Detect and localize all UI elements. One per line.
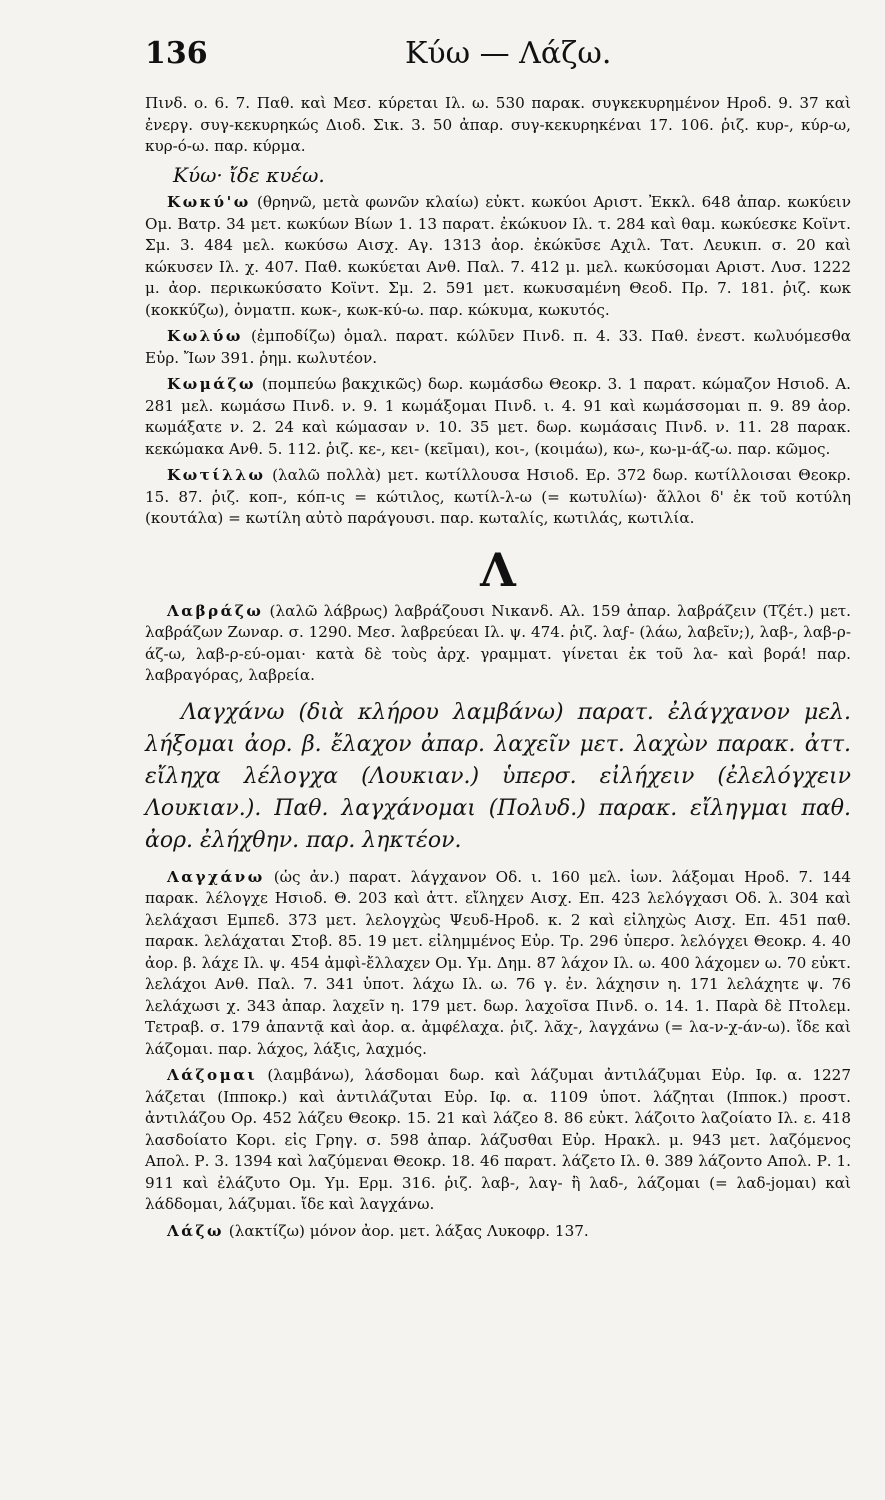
entry-text: (ἐμποδίζω) ὁμαλ. παρατ. κώλῡεν Πινδ. π. 4. 33. Παθ. ἐνεστ. κωλυόμεσθα Εὐρ. Ἴων 391. ῥημ. κωλυτέον. — [145, 327, 851, 367]
entry-text: (πομπεύω βακχικῶς) δωρ. κωμάσδω Θεοκρ. 3. 1 παρατ. κώμαζον Ησιοδ. Α. 281 μελ. κωμάσω Πινδ. ν. 9. 1 κωμάξομαι Πινδ. ι. 4. 91 καὶ κωμάσσομαι π. 9. 89 ἀορ. κωμάξατε ν. 2. 24 καὶ κώμασαν ν. 10. 35 μετ. δωρ. κωμάσαις Πινδ. ν. 11. 28 παρακ. κεκώμακα Ανθ. 5. 112. ῥιζ. κε-, κει- (κεῖμαι), κοι-, (κοιμάω), κω-, κω-μ-άζ-ω. παρ. κῶμος. — [145, 375, 851, 458]
headword: Κωμάζω — [167, 375, 256, 393]
entry-lagchano — [145, 867, 851, 1061]
headword: Λαγχάνω — [167, 867, 265, 886]
headword: Λάζω — [167, 1221, 224, 1240]
handwritten-note: Λαγχάνω (διὰ κλήρου λαμβάνω) παρατ. ἐλάγχανον μελ. λήξομαι ἀορ. β. ἔλαχον ἀπαρ. λαχεῖν μετ. λαχὼν παρακ. ἀττ. εἴληχα λέλογχα (Λουκιαν.) ὑπερσ. εἰλήχειν (ἐλελόγχειν Λουκιαν.). Παθ. λαγχάνομαι (Πολυδ.) παρακ. εἴληγμαι παθ. ἀορ. ἐλήχθην. παρ. ληκτέον. — [145, 699, 851, 853]
entry-text: (θρηνῶ, μετὰ φωνῶν κλαίω) εὐκτ. κωκύοι Αριστ. Ἐκκλ. 648 ἀπαρ. κωκύειν Ομ. Βατρ. 34 μετ. κωκύων Βίων 1. 13 παρατ. ἐκώκυον Ιλ. τ. 284 καὶ θαμ. κωκύεσκε Κοϊντ. Σμ. 3. 484 μελ. κωκύσω Αισχ. Αγ. 1313 ἀορ. ἐκώκῡσε Αχιλ. Τατ. Λευκιπ. σ. 20 καὶ κώκυσεν Ιλ. χ. 407. Παθ. κωκύεται Ανθ. Παλ. 7. 412 μ. μελ. κωκύσομαι Αριστ. Λυσ. 1222 μ. ἀορ. περικωκύσατο Κοϊντ. Σμ. 2. 591 μετ. κωκυσαμένη Θεοδ. Πρ. 7. 181. ῥιζ. κωκ (κοκκύζω), ὀνματπ. κωκ-, κωκ-κύ-ω. παρ. κώκυμα, κωκυτός. — [145, 193, 851, 319]
entry-kokyo — [145, 192, 851, 321]
entry-text: (λαμβάνω), λάσδομαι δωρ. καὶ λάζυμαι ἀντιλάζυμαι Εὐρ. Ιφ. α. 1227 λάζεται (Ιπποκρ.) καὶ ἀντιλάζυται Εὐρ. Ιφ. α. 1109 ὑποτ. λάζηται (Ιπποκ.) προστ. ἀντιλάζου Ορ. 452 λάζευ Θεοκρ. 15. 21 καὶ λάζεο 8. 86 εὐκτ. λάζοιτο λαζοίατο Ιλ. ε. 418 λασδοίατο Κορι. εἰς Γρηγ. σ. 598 ἀπαρ. λάζυσθαι Εὐρ. Ηρακλ. μ. 943 μετ. λαζόμενος Απολ. Ρ. 3. 1394 καὶ λαζύμεναι Θεοκρ. 18. 46 παρατ. λάζετο Ιλ. θ. 389 λάζοντο Απολ. Ρ. 1. 911 καὶ ἐλάζυτο Ομ. Υμ. Ερμ. 316. ῥιζ. λαβ-, λαγ- ἢ λαδ-, λάζομαι (= λαδ-jομαι) καὶ λάδδομαι, λάζυμαι. ἴδε καὶ λαγχάνω. — [145, 1066, 851, 1213]
entry-text: (ὡς ἀν.) παρατ. λάγχανον Οδ. ι. 160 μελ. ἰων. λάξομαι Ηροδ. 7. 144 παρακ. λέλογχε Ησιοδ. Θ. 203 καὶ ἀττ. εἴληχεν Αισχ. Επ. 423 λελόγχασι Οδ. λ. 304 καὶ λελάχασι Εμπεδ. 373 μετ. λελογχὼς Ψευδ-Ηροδ. κ. 2 καὶ εἰληχὼς Αισχ. Επ. 451 παθ. παρακ. λελάχαται Στοβ. 85. 19 μετ. εἰλημμένος Εὐρ. Τρ. 296 ὑπερσ. λελόγχει Θεοκρ. 4. 40 ἀορ. β. λάχε Ιλ. ψ. 454 ἀμφὶ-ἔλλαχεν Ομ. Υμ. Δημ. 87 λάχον Ιλ. ω. 400 λάχομεν ω. 70 εὐκτ. λελάχοι Ανθ. Παλ. 7. 341 ὑποτ. λάχω Ιλ. ω. 76 γ. ἐν. λάχησιν η. 171 λελάχητε ψ. 76 λελάχωσι χ. 343 ἀπαρ. λαχεῖν η. 179 μετ. δωρ. λαχοῖσα Πινδ. ο. 14. 1. Παρὰ δὲ Πτολεμ. Τετραβ. σ. 179 ἀπαντᾷ καὶ ἀορ. α. ἀμφέλαχα. ῥιζ. λᾰχ-, λαγχάνω (= λα-ν-χ-άν-ω). ἴδε καὶ λάζομαι. παρ. λάχος, λάξις, λαχμός. — [145, 867, 851, 1058]
running-head: Κύω — Λάζω. — [405, 36, 612, 71]
entry-text: (λαλῶ λάβρως) λαβράζουσι Νικανδ. Αλ. 159 ἀπαρ. λαβράζειν (Τζέτ.) μετ. λαβράζων Ζωναρ. σ. 1290. Μεσ. λαβρεύεαι Ιλ. ψ. 474. ῥιζ. λαϝ- (λάω, λαβεῖν;), λαβ-, λαβ-ρ-άζ-ω, λαβ-ρ-εύ-ομαι· κατὰ δὲ τοὺς ἀρχ. γραμματ. γίνεται ἐκ τοῦ λα- καὶ βορά! παρ. λαβραγόρας, λαβρεία. — [145, 601, 851, 684]
page-number: 136 — [145, 36, 208, 71]
entry-text: (λακτίζω) μόνον ἀορ. μετ. λάξας Λυκοφρ. 137. — [223, 1221, 589, 1240]
entry-kotillo — [145, 465, 851, 530]
headword: Κωτίλλω — [167, 466, 266, 484]
entry-kolyo — [145, 326, 851, 369]
entry-labrazo — [145, 601, 851, 687]
headword: Λάζομαι — [167, 1066, 258, 1084]
headword: Λαβράζω — [167, 601, 264, 620]
entry-lazo — [145, 1221, 851, 1243]
entry-continuation: Πινδ. ο. 6. 7. Παθ. καὶ Μεσ. κύρεται Ιλ. ω. 530 παρακ. συγκεκυρημένον Ηροδ. 9. 37 καὶ ἐνεργ. συγ-κεκυρηκώς Διοδ. Σικ. 3. 50 ἀπαρ. συγ-κεκυρηκέναι 17. 106. ῥιζ. κυρ-, κύρ-ω, κυρ-ό-ω. παρ. κύρμα. — [145, 94, 851, 155]
section-letter: Λ — [480, 542, 516, 597]
entry-text: (λαλῶ πολλὰ) μετ. κωτίλλουσα Ησιοδ. Ερ. 372 δωρ. κωτίλλοισαι Θεοκρ. 15. 87. ῥιζ. κοπ-, κόπ-ις = κώτιλος, κωτίλ-λ-ω (= κωτυλίω)· ἄλλοι δ' ἐκ τοῦ κοτύλη (κουτάλα) = κωτίλη αὐτὸ παράγουσι. παρ. κωταλίς, κωτιλάς, κωτιλία. — [145, 466, 851, 527]
headword: Κωκύ'ω — [167, 193, 251, 211]
headword: Κωλύω — [167, 327, 243, 345]
cross-reference: Κύω· ἴδε κυέω. — [173, 162, 325, 187]
entry-komazo — [145, 374, 851, 460]
page-body — [145, 93, 851, 1242]
entry-lazomai — [145, 1065, 851, 1216]
